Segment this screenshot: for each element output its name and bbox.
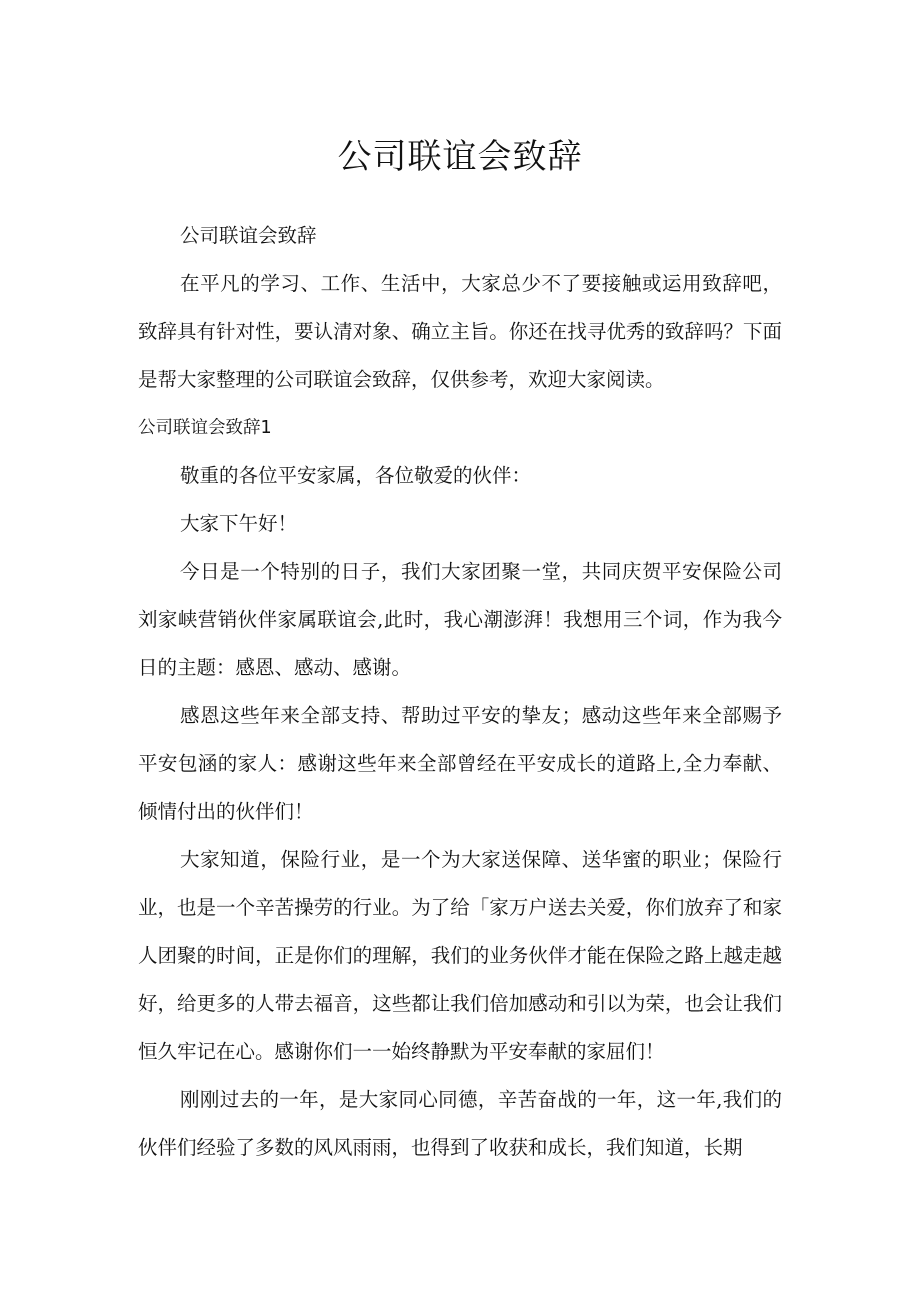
section-heading: 公司联谊会致辞1 (138, 418, 272, 438)
paragraph-greeting: 大家下午好！ (180, 512, 298, 535)
paragraph-salutation: 敬重的各位平安家属，各位敬爱的伙伴： (180, 464, 532, 487)
paragraph: 感恩这些年来全部支持、帮助过平安的挚友；感动这些年来全部赐予平安包涵的家人：感谢这些年来全部曾经在平安成长的道路上,全力奉献、倾情付出的伙伴们！ (138, 704, 782, 823)
document-title: 公司联谊会致辞 (337, 137, 583, 177)
paragraph-intro: 在平凡的学习、工作、生活中，大家总少不了要接触或运用致辞吧，致辞具有针对性，要认清对象、确立主旨。你还在找寻优秀的致辞吗？下面是帮大家整理的公司联谊会致辞，仅供参考，欢迎大家阅读。 (138, 272, 782, 391)
document-body (138, 212, 782, 1172)
paragraph: 今日是一个特别的日子，我们大家团聚一堂，共同庆贺平安保险公司刘家峡营销伙伴家属联谊会,此时，我心潮澎湃！我想用三个词，作为我今日的主题：感恩、感动、感谢。 (138, 560, 782, 679)
paragraph-subtitle: 公司联谊会致辞 (180, 224, 317, 247)
paragraph: 大家知道，保险行业，是一个为大家送保障、送华蜜的职业；保险行业，也是一个辛苦操劳的行业。为了给「家万户送去关爱，你们放弃了和家人团聚的时间，正是你们的理解，我们的业务伙伴才能在保险之路上越走越好，给更多的人带去福音，这些都让我们倍加感动和引以为荣，也会让我们恒久牢记在心。感谢你们一一始终静默为平安奉献的家屈们！ (138, 848, 782, 1063)
paragraph: 刚刚过去的一年，是大家同心同德，辛苦奋战的一年，这一年,我们的伙伴们经验了多数的风风雨雨，也得到了收获和成长，我们知道，长期 (138, 1088, 782, 1159)
